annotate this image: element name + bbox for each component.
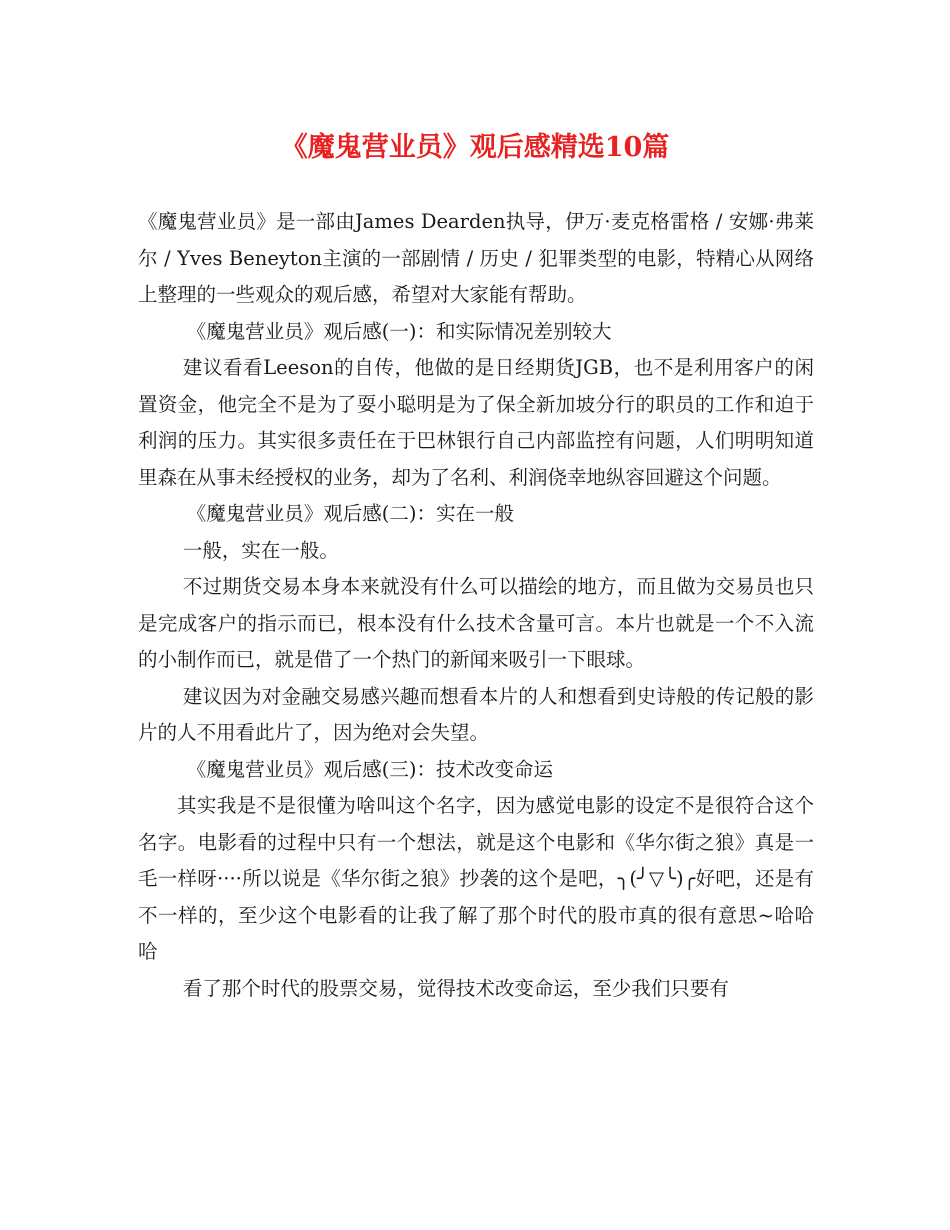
body-paragraph: 一般，实在一般。 [182,538,339,562]
body-paragraph: 其实我是不是很懂为啥叫这个名字，因为感觉电影的设定不是很符合这个名字。电影看的过程中只有一个想法，就是这个电影和《华尔街之狼》真是一毛一样呀····所以说是《华尔街之狼》抄袭的这个是吧，╮(╯▽╰)╭好吧，还是有不一样的，至少这个电影看的让我了解了那个时代的股市真的很有意思~哈哈哈 [138,794,814,963]
body-paragraph: 建议看看Leeson的自传，他做的是日经期货JGB，也不是利用客户的闲置资金，他完全不是为了耍小聪明是为了保全新加坡分行的职员的工作和迫于利润的压力。其实很多责任在于巴林银行自己内部监控有问题，人们明明知道里森在从事未经授权的业务，却为了名利、利润侥幸地纵容回避这个问题。 [138,356,814,489]
document-title: 《魔鬼营业员》观后感精选10篇 [280,132,670,163]
review-heading-2: 《魔鬼营业员》观后感(二)：实在一般 [186,502,514,525]
intro-paragraph: 《魔鬼营业员》是一部由James Dearden执导，伊万·麦克格雷格 / 安娜·弗莱尔 / Yves Beneyton主演的一部剧情 / 历史 / 犯罪类型的电影，特精心从网络上整理的一些观众的观后感，希望对大家能有帮助。 [138,210,814,306]
body-paragraph: 不过期货交易本身本来就没有什么可以描绘的地方，而且做为交易员也只是完成客户的指示而已，根本没有什么技术含量可言。本片也就是一个不入流的小制作而已，就是借了一个热门的新闻来吸引一下眼球。 [138,575,814,671]
body-paragraph: 建议因为对金融交易感兴趣而想看本片的人和想看到史诗般的传记般的影片的人不用看此片了，因为绝对会失望。 [138,684,814,744]
body-paragraph: 看了那个时代的股票交易，觉得技术改变命运，至少我们只要有 [182,976,729,1000]
review-heading-3: 《魔鬼营业员》观后感(三)：技术改变命运 [186,757,553,781]
review-heading-1: 《魔鬼营业员》观后感(一)：和实际情况差别较大 [186,319,612,343]
document-body [138,204,814,1007]
